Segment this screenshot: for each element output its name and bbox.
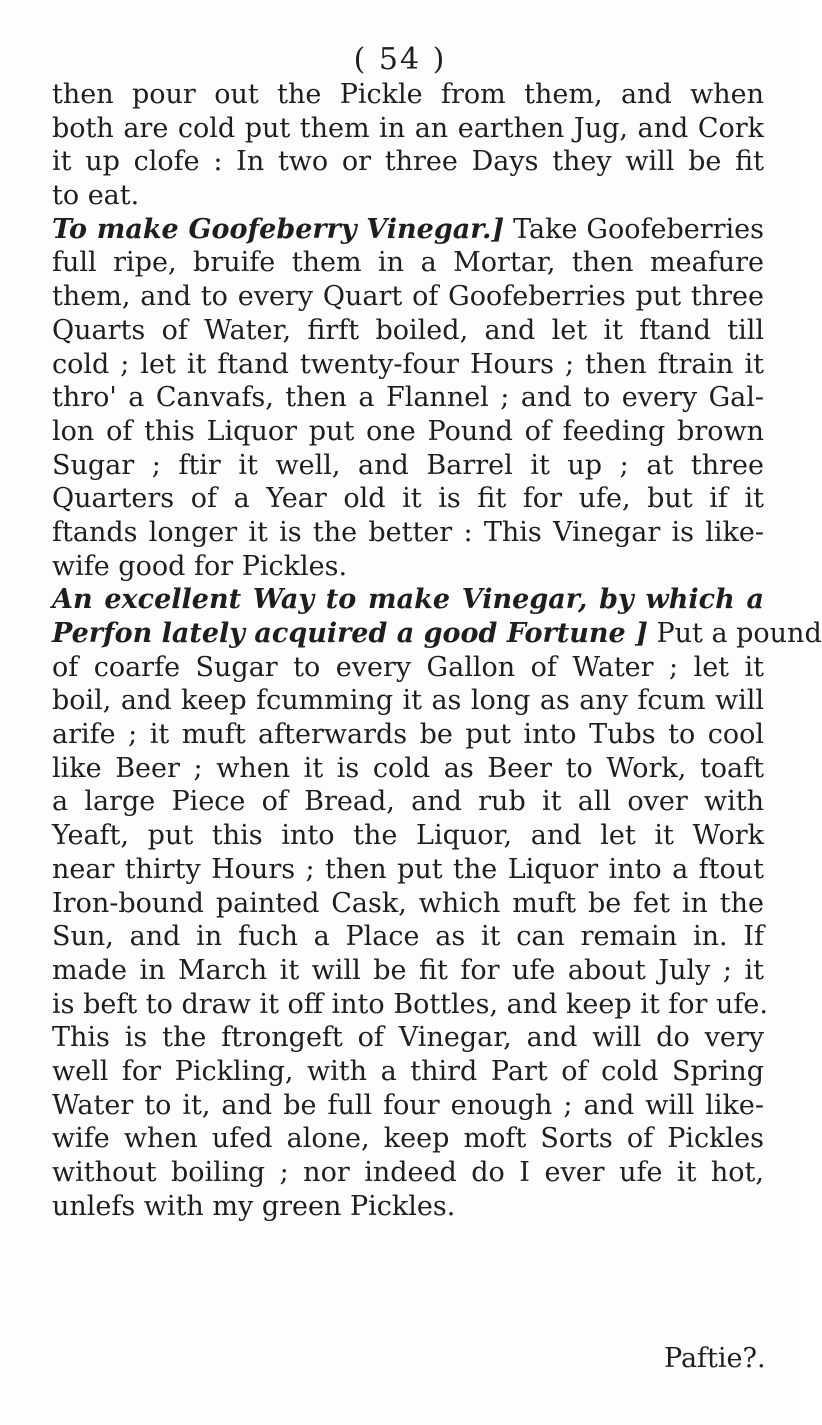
body-line: Quarts of Water, firft boiled, and let it ftand till [52, 314, 764, 346]
body-line: Sun, and in fuch a Place as it can remain in. If [52, 921, 764, 953]
body-line: like Beer ; when it is cold as Beer to Work, toaft [52, 752, 764, 784]
recipe-heading-gooseberry-vinegar: To make Goofeberry Vinegar.] [52, 213, 505, 245]
body-line: boil, and keep fcumming it as long as any fcum will [52, 685, 764, 717]
body-line: Water to it, and be full four enough ; and will like- [52, 1089, 764, 1121]
catchword: Paftie?. [664, 1343, 766, 1374]
recipe-heading-line [52, 213, 764, 247]
body-line: it up clofe : In two or three Days they will be fit [52, 146, 764, 178]
recipe-heading-excellent-vinegar: An excellent Way to make Vinegar, by which a [52, 584, 764, 616]
body-line: unlefs with my green Pickles. [52, 1190, 456, 1222]
body-line: arife ; it muft afterwards be put into Tubs to cool [52, 719, 764, 751]
body-line: Sugar ; ftir it well, and Barrel it up ; at three [52, 449, 764, 481]
page-number: ( 54 ) [353, 42, 447, 77]
recipe-heading-excellent-vinegar-cont: Perfon lately acquired a good Fortune ] [52, 618, 648, 649]
body-line: both are cold put them in an earthen Jug, and Cork [52, 112, 764, 144]
body-text: Take Goofeberries [513, 213, 764, 245]
body-line: near thirty Hours ; then put the Liquor into a ftout [52, 853, 764, 885]
body-line: This is the ftrongeft of Vinegar, and will do very [52, 1022, 764, 1054]
body-line: cold ; let it ftand twenty-four Hours ; then ftrain it [52, 348, 764, 380]
body-line: a large Piece of Bread, and rub it all over with [52, 786, 764, 818]
recipe-heading-line [52, 617, 822, 651]
body-line: ftands longer it is the better : This Vinegar is like- [52, 516, 764, 548]
body-line: then pour out the Pickle from them, and when [52, 79, 764, 110]
body-line: well for Pickling, with a third Part of cold Spring [52, 1055, 764, 1087]
page-body [52, 78, 822, 1223]
body-line: made in March it will be fit for ufe about July ; it [52, 954, 764, 986]
body-line: wife when ufed alone, keep moft Sorts of Pickles [52, 1123, 764, 1155]
body-line: full ripe, bruife them in a Mortar, then meafure [52, 247, 764, 279]
body-line: Quarters of a Year old it is fit for ufe, but if it [52, 483, 764, 515]
body-line: is beft to draw it off into Bottles, and keep it for ufe. [52, 988, 768, 1020]
body-line: without boiling ; nor indeed do I ever ufe it hot, [52, 1157, 764, 1188]
body-line: to eat. [52, 180, 140, 212]
body-line: them, and to every Quart of Goofeberries put three [52, 281, 764, 313]
body-line: Iron-bound painted Cask, which muft be fet in the [52, 887, 764, 919]
body-line: thro' a Canvafs, then a Flannel ; and to every Gal- [52, 382, 764, 414]
body-text: Put a pound [656, 618, 822, 649]
body-line: wife good for Pickles. [52, 550, 348, 582]
body-line: of coarfe Sugar to every Gallon of Water ; let it [52, 651, 764, 683]
body-line: Yeaft, put this into the Liquor, and let it Work [52, 820, 764, 852]
body-line: lon of this Liquor put one Pound of feeding brown [52, 415, 764, 447]
